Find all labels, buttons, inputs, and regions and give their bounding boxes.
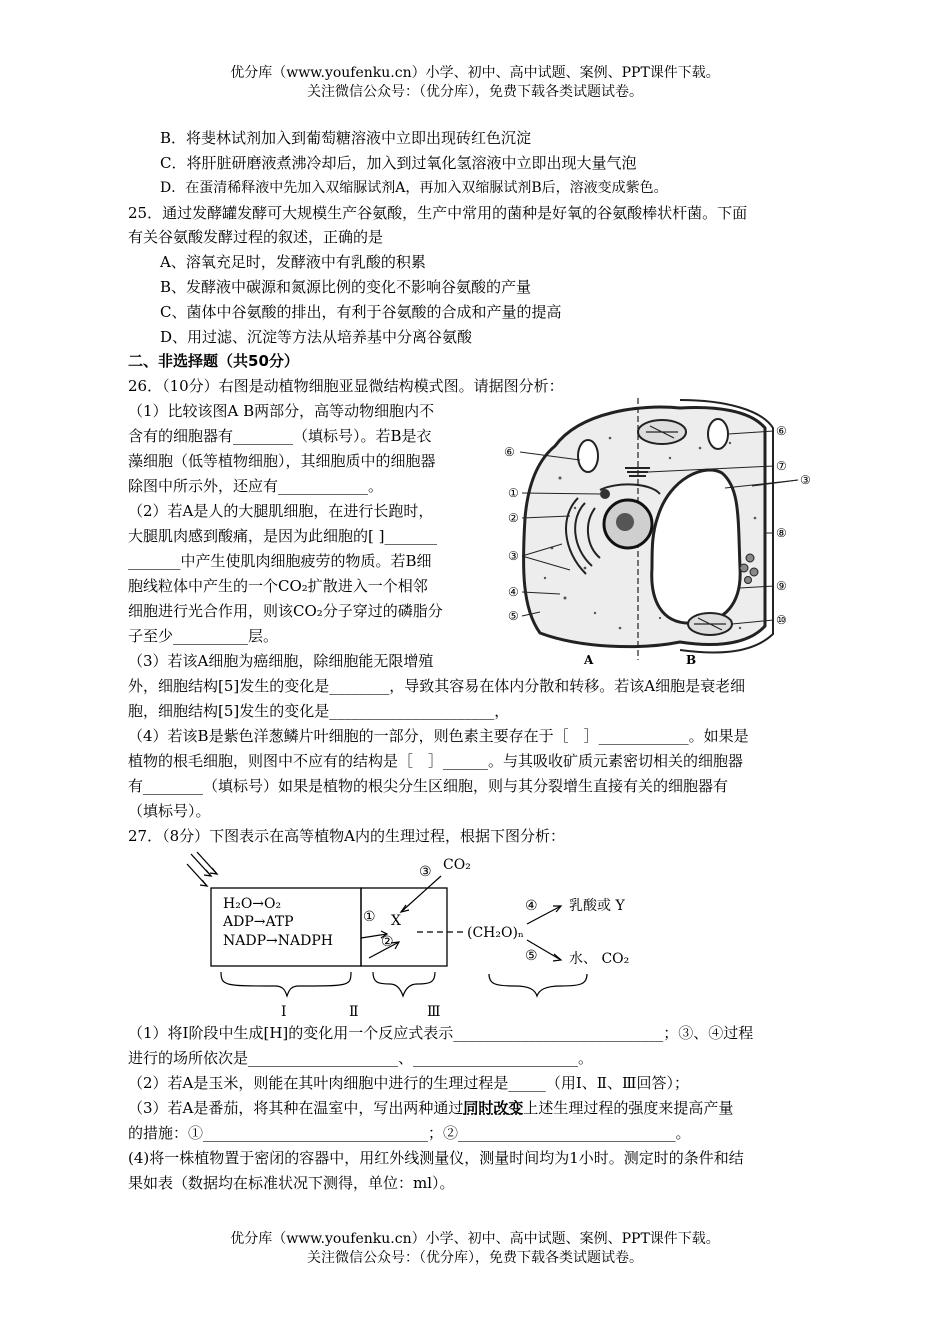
header-line-2: 关注微信公众号：（优分库），免费下载各类试题试卷。 <box>307 84 643 100</box>
x-label: X <box>391 913 401 929</box>
label-10: ⑩ <box>776 613 787 627</box>
label-7: ⑦ <box>776 459 787 473</box>
q27-line-4-part-c: 上述生理过程的强度来提高产量 <box>523 1099 734 1117</box>
q27-line-4-part-a: （3）若A是番茄，将其种在温室中，写出两种通过 <box>128 1099 464 1117</box>
label-4: ④ <box>508 585 519 599</box>
q26-line-7: _______中产生使肌肉细胞疲劳的物质。若B细 <box>128 552 432 570</box>
q26-stem: 26．（10分）右图是动植物细胞亚显微结构模式图。请据图分析： <box>128 377 564 395</box>
q26-line-9: 细胞进行光合作用，则该CO₂分子穿过的磷脂分 <box>128 602 443 620</box>
footer-line-1: 优分库（www.youfenku.cn）小学、初中、高中试题、案例、PPT课件下载。 <box>230 1231 720 1247</box>
q26-line-4: 除图中所示外，还应有____________。 <box>128 477 384 495</box>
q25-option-b: B、发酵液中碳源和氮源比例的变化不影响谷氨酸的产量 <box>160 278 532 296</box>
q26-line-12: 外，细胞结构[5]发生的变化是________，导致其容易在体内分散和转移。若该A细胞是衰老细 <box>128 677 746 695</box>
q27-line-3: （2）若A是玉米，则能在其叶肉细胞中进行的生理过程是_____（用Ⅰ、Ⅱ、Ⅲ回答）； <box>128 1074 689 1092</box>
q27-line-5: 的措施：①______________________________；②_____________________________。 <box>128 1124 691 1142</box>
q27-line-1: （1）将Ⅰ阶段中生成[H]的变化用一个反应式表示____________________________；③、④过程 <box>128 1024 754 1042</box>
label-a: A <box>584 653 594 667</box>
reaction-water: H₂O→O₂ <box>223 896 282 912</box>
q27-line-4 <box>128 1098 733 1118</box>
label-5: ⑤ <box>508 609 519 623</box>
stage-3-label: Ⅲ <box>427 1004 441 1020</box>
q24-option-c: C．将肝脏研磨液煮沸冷却后，加入到过氧化氢溶液中立即出现大量气泡 <box>160 154 637 172</box>
output-lactic: 乳酸或 Y <box>569 898 625 914</box>
mitochondrion-a <box>578 440 598 472</box>
stage-2-label: Ⅱ <box>349 1004 359 1020</box>
q25-option-c: C、菌体中谷氨酸的排出，有利于谷氨酸的合成和产量的提高 <box>160 303 562 321</box>
mitochondrion-b <box>708 419 728 449</box>
reaction-nadph: NADP→NADPH <box>223 933 333 949</box>
q27-stem: 27．（8分）下图表示在高等植物A内的生理过程，根据下图分析： <box>128 827 565 845</box>
label-3-right: ③ <box>800 473 811 487</box>
label-2: ② <box>508 511 519 525</box>
header-line-1: 优分库（www.youfenku.cn）小学、初中、高中试题、案例、PPT课件下载。 <box>230 65 720 81</box>
photosynthesis-diagram <box>185 850 655 1022</box>
cell-structure-figure <box>500 398 830 670</box>
q26-line-13: 胞，细胞结构[5]发生的变化是______________________， <box>128 702 510 720</box>
marker-4: ④ <box>525 898 538 914</box>
label-b: B <box>686 653 697 667</box>
q25-stem-line-2: 有关谷氨酸发酵过程的叙述，正确的是 <box>128 228 384 246</box>
q26-line-5: （2）若A是人的大腿肌细胞，在进行长跑时， <box>128 502 434 520</box>
marker-1: ① <box>363 909 376 925</box>
label-6-left: ⑥ <box>504 445 515 459</box>
q25-stem-line-1: 25．通过发酵罐发酵可大规模生产谷氨酸，生产中常用的菌种是好氧的谷氨酸棒状杆菌。下面 <box>128 204 748 222</box>
q27-line-7: 果如表（数据均在标准状况下测得，单位：ml）。 <box>128 1174 455 1192</box>
q26-line-15: 植物的根毛细胞，则图中不应有的结构是［ ］______。与其吸收矿质元素密切相关的细胞器 <box>128 752 744 770</box>
page-footer <box>0 1230 950 1268</box>
label-9: ⑨ <box>776 579 787 593</box>
stage-1-label: Ⅰ <box>281 1004 287 1020</box>
footer-line-2: 关注微信公众号：（优分库），免费下载各类试题试卷。 <box>307 1250 643 1266</box>
q26-line-8: 胞线粒体中产生的一个CO₂扩散进入一个相邻 <box>128 577 428 595</box>
co2-input: CO₂ <box>443 857 471 873</box>
q27-line-2: 进行的场所依次是____________________、______________________。 <box>128 1049 594 1067</box>
reaction-atp: ADP→ATP <box>223 914 294 930</box>
stage-braces <box>221 972 587 996</box>
centriole <box>600 489 610 499</box>
q25-option-d: D、用过滤、沉淀等方法从培养基中分离谷氨酸 <box>160 328 473 346</box>
light-arrows <box>187 852 217 886</box>
marker-2: ② <box>381 934 394 950</box>
q26-line-2: 含有的细胞器有________（填标号）。若B是衣 <box>128 427 432 445</box>
output-water-co2: 水、 CO₂ <box>569 951 630 967</box>
ch2o-label: (CH₂O)ₙ <box>467 925 524 941</box>
q26-line-16: 有________（填标号）如果是植物的根尖分生区细胞，则与其分裂增生直接有关的细胞器有 <box>128 777 729 795</box>
emphasis-text: 同时改变 <box>463 1099 524 1117</box>
page-header <box>0 64 950 102</box>
stage-2-box <box>361 888 447 966</box>
q26-line-10: 子至少__________层。 <box>128 627 279 645</box>
q26-line-17: （填标号）。 <box>128 802 211 820</box>
q26-line-14: （4）若该B是紫色洋葱鳞片叶细胞的一部分，则色素主要存在于［ ］____________。如果是 <box>128 727 749 745</box>
label-3-left: ③ <box>508 549 519 563</box>
label-1: ① <box>508 486 519 500</box>
section-title: 二、非选择题（共50分） <box>128 352 299 370</box>
q27-line-6: (4)将一株植物置于密闭的容器中，用红外线测量仪，测量时间均为1小时。测定时的条件和结 <box>128 1149 744 1167</box>
nucleolus <box>616 513 634 531</box>
marker-5: ⑤ <box>525 948 538 964</box>
q24-option-d: D．在蛋清稀释液中先加入双缩脲试剂A，再加入双缩脲试剂B后，溶液变成紫色。 <box>160 180 668 196</box>
q25-option-a: A、溶氧充足时，发酵液中有乳酸的积累 <box>160 253 426 271</box>
q26-line-1: （1）比较该图A B两部分，高等动物细胞内不 <box>128 402 435 420</box>
label-6-right: ⑥ <box>776 424 787 438</box>
q24-option-b: B．将斐林试剂加入到葡萄糖溶液中立即出现砖红色沉淀 <box>160 129 532 147</box>
q26-line-11: （3）若该A细胞为癌细胞，除细胞能无限增殖 <box>128 652 434 670</box>
marker-3: ③ <box>419 864 432 880</box>
label-8: ⑧ <box>776 526 787 540</box>
q26-line-6: 大腿肌肉感到酸痛，是因为此细胞的[ ]_______ <box>128 527 437 545</box>
q26-line-3: 藻细胞（低等植物细胞），其细胞质中的细胞器 <box>128 452 436 470</box>
